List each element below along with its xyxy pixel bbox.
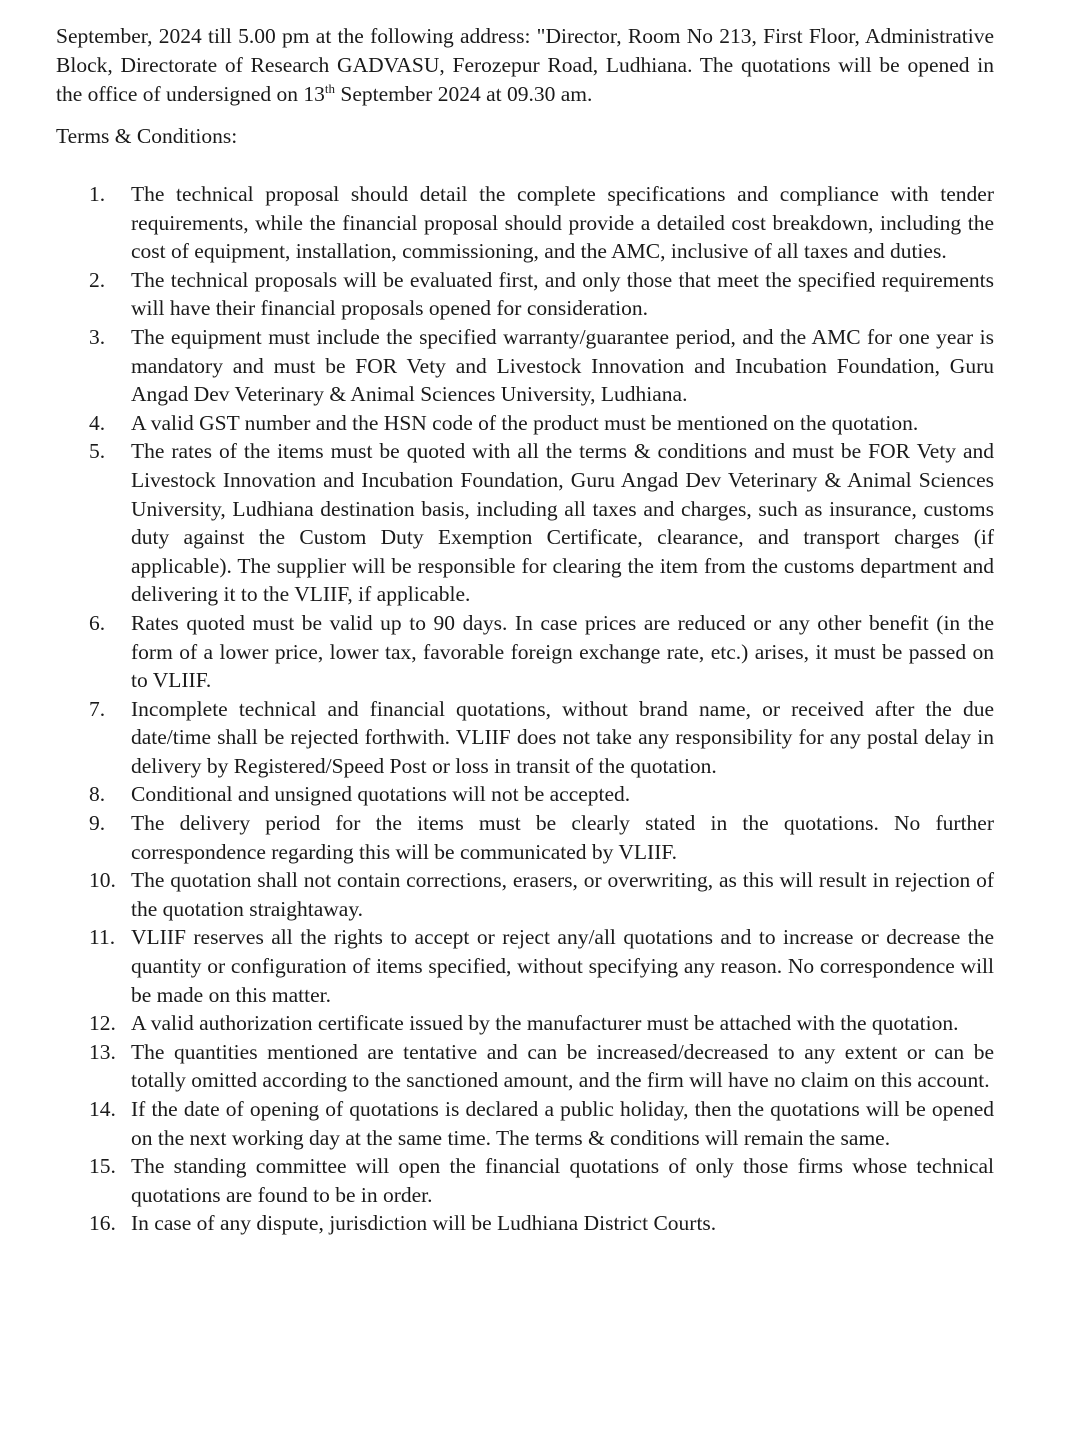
term-item	[56, 180, 994, 266]
term-number: 7.	[89, 696, 106, 721]
term-text: Incomplete technical and financial quotations, without brand name, or received after the due date/time shall be rejected forthwith. VLIIF does not take any responsibility for any postal delay in delivery by Registered/Speed Post or loss in transit of the quotation.	[131, 696, 994, 778]
term-item	[56, 1095, 994, 1152]
term-text: The delivery period for the items must be clearly stated in the quotations. No further correspondence regarding this will be communicated by VLIIF.	[131, 811, 994, 864]
term-text: A valid authorization certificate issued by the manufacturer must be attached with the quotation.	[131, 1011, 959, 1036]
term-item	[56, 409, 994, 438]
term-text: The technical proposal should detail the complete specifications and compliance with tender requirements, while the financial proposal should provide a detailed cost breakdown, including the cost of equipment, installation, commissioning, and the AMC, inclusive of all taxes and duties.	[131, 182, 994, 264]
term-number: 8.	[89, 782, 106, 807]
intro-paragraph	[56, 22, 994, 109]
term-number: 9.	[89, 811, 106, 836]
term-item	[56, 866, 994, 923]
term-text: The technical proposals will be evaluated first, and only those that meet the specified requirements will have their financial proposals opened for consideration.	[131, 267, 994, 321]
term-number: 10.	[89, 868, 116, 893]
intro-text-end: September 2024 at 09.30 am.	[335, 82, 593, 106]
term-item	[56, 437, 994, 609]
term-item	[56, 780, 994, 809]
term-item	[56, 1209, 994, 1238]
terms-list	[56, 180, 994, 1238]
term-number: 13.	[89, 1039, 116, 1064]
term-text: The equipment must include the specified warranty/guarantee period, and the AMC for one year is mandatory and must be FOR Vety and Livestock Innovation and Incubation Foundation, Guru Angad Dev Veterinary & Animal Sciences University, Ludhiana.	[131, 324, 994, 407]
terms-heading: Terms & Conditions:	[56, 124, 238, 148]
term-number: 3.	[89, 324, 106, 349]
term-item	[56, 1009, 994, 1038]
term-text: Conditional and unsigned quotations will not be accepted.	[131, 782, 631, 807]
intro-text-start: September, 2024 till 5.00 pm at the following address: "Director, Room No 213, First Floor, Administrative Block, Directorate of Research GADVASU, Ferozepur Road, Ludhiana. The quotations will be opened in the office of undersigned on 13	[56, 24, 994, 106]
term-number: 2.	[89, 267, 106, 292]
term-item	[56, 323, 994, 409]
term-text: Rates quoted must be valid up to 90 days. In case prices are reduced or any other benefit (in the form of a lower price, lower tax, favorable foreign exchange rate, etc.) arises, it must be passed on to VLIIF.	[131, 610, 994, 693]
term-number: 14.	[89, 1097, 116, 1121]
term-number: 4.	[89, 410, 106, 435]
term-text: The standing committee will open the financial quotations of only those firms whose technical quotations are found to be in order.	[131, 1154, 994, 1207]
term-text: If the date of opening of quotations is declared a public holiday, then the quotations will be opened on the next working day at the same time. The terms & conditions will remain the same.	[131, 1097, 994, 1150]
term-text: The quantities mentioned are tentative and can be increased/decreased to any extent or can be totally omitted according to the sanctioned amount, and the firm will have no claim on this account.	[131, 1039, 994, 1093]
term-text: The quotation shall not contain corrections, erasers, or overwriting, as this will result in rejection of the quotation straightaway.	[131, 868, 994, 921]
term-item	[56, 809, 994, 866]
term-text: A valid GST number and the HSN code of the product must be mentioned on the quotation.	[131, 410, 919, 435]
term-number: 5.	[89, 439, 106, 464]
term-item	[56, 695, 994, 781]
term-item	[56, 923, 994, 1009]
term-text: The rates of the items must be quoted with all the terms & conditions and must be FOR Vety and Livestock Innovation and Incubation Foundation, Guru Angad Dev Veterinary & Animal Sciences University, Ludhiana destination basis, including all taxes and charges, such as insurance, customs duty against the Custom Duty Exemption Certificate, clearance, and transport charges (if applicable). The supplier will be responsible for clearing the item from the customs department and delivering it to the VLIIF, if applicable.	[131, 439, 994, 607]
term-text: VLIIF reserves all the rights to accept or reject any/all quotations and to increase or decrease the quantity or configuration of items specified, without specifying any reason. No correspondence will be made on this matter.	[131, 925, 994, 1007]
term-text: In case of any dispute, jurisdiction will be Ludhiana District Courts.	[131, 1211, 717, 1236]
term-number: 16.	[89, 1211, 116, 1236]
term-number: 15.	[89, 1154, 116, 1179]
term-item	[56, 609, 994, 695]
term-item	[56, 1038, 994, 1095]
term-number: 6.	[89, 610, 106, 635]
intro-date-superscript: th	[324, 80, 336, 96]
term-item	[56, 266, 994, 323]
term-item	[56, 1152, 994, 1209]
term-number: 11.	[89, 925, 116, 950]
term-number: 12.	[89, 1011, 116, 1036]
term-number: 1.	[89, 182, 106, 206]
